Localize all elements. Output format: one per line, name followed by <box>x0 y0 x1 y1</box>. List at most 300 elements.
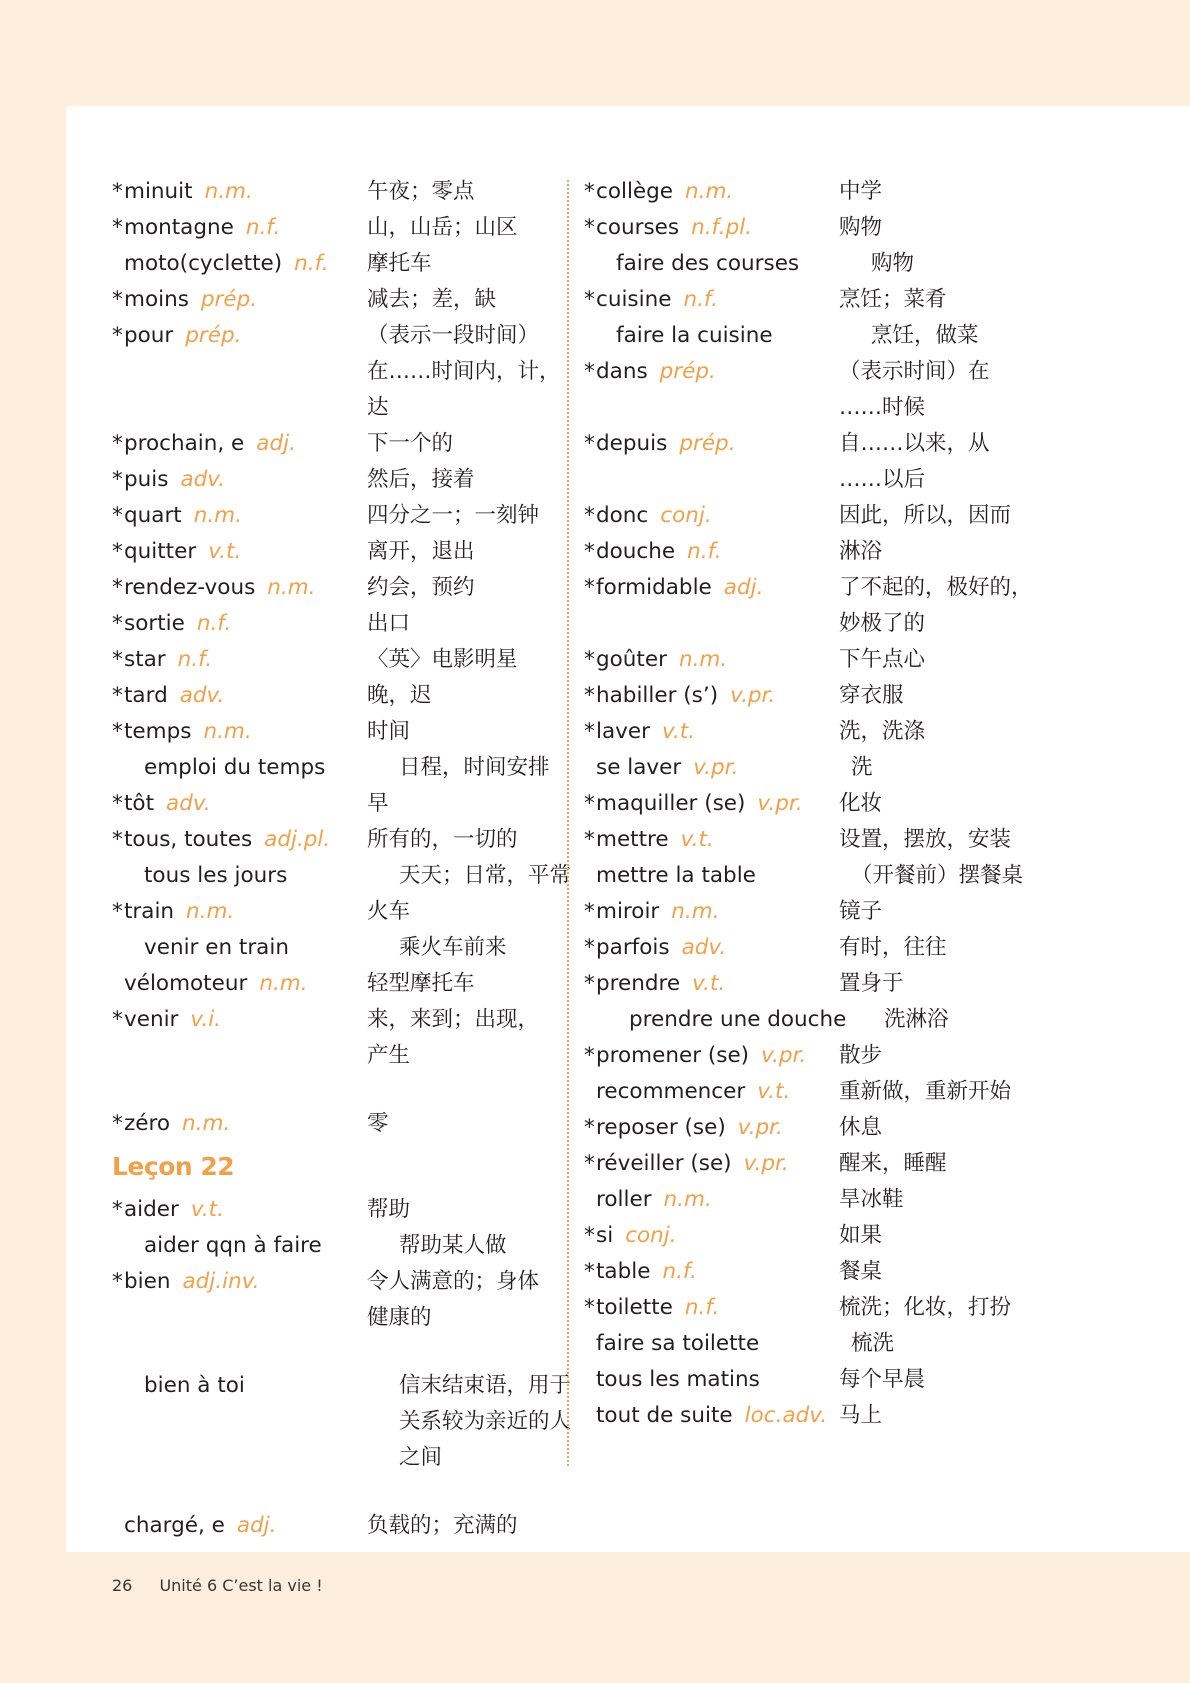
headword: minuit <box>124 179 193 204</box>
chinese-definition <box>839 354 1039 426</box>
french-term <box>584 1002 884 1038</box>
headword: parfois <box>596 935 670 960</box>
headword: tout de suite <box>596 1403 733 1428</box>
headword: venir en train <box>144 935 289 960</box>
definition-line: 关系较为亲近的人 <box>399 1409 572 1434</box>
headword: prendre une douche <box>629 1007 847 1032</box>
headword: puis <box>124 467 169 492</box>
chinese-definition <box>839 1362 1039 1398</box>
headword: goûter <box>596 647 667 672</box>
core-word-marker: * <box>112 323 123 348</box>
french-term <box>584 786 839 822</box>
definition-line: 烹饪；菜肴 <box>839 287 947 312</box>
vocab-entry <box>584 1398 1084 1434</box>
definition-line: 设置，摆放，安装 <box>839 827 1012 852</box>
part-of-speech: adj. <box>236 1513 277 1538</box>
french-term <box>584 714 839 750</box>
definition-line: 健康的 <box>367 1305 432 1330</box>
definition-line: ……以后 <box>839 467 926 492</box>
headword: réveiller (se) <box>596 1151 732 1176</box>
definition-line: 帮助某人做 <box>399 1233 507 1258</box>
headword: miroir <box>596 899 660 924</box>
part-of-speech: n.m. <box>671 899 720 924</box>
chinese-definition <box>367 210 567 246</box>
vocab-entry <box>112 678 599 714</box>
definition-line: 产生 <box>367 1043 411 1068</box>
part-of-speech: v.pr. <box>730 683 776 708</box>
chinese-definition <box>367 426 567 462</box>
chinese-definition <box>839 570 1039 642</box>
french-term <box>112 750 399 786</box>
definition-line: 烹饪，做菜 <box>871 323 979 348</box>
part-of-speech: v.t. <box>692 971 726 996</box>
chinese-definition <box>399 1368 599 1476</box>
core-word-marker: * <box>584 503 595 528</box>
headword: laver <box>596 719 650 744</box>
vocab-entry <box>112 318 599 426</box>
core-word-marker: * <box>584 719 595 744</box>
part-of-speech: v.t. <box>190 1197 224 1222</box>
core-word-marker: * <box>112 215 123 240</box>
vocab-entry <box>112 534 599 570</box>
vocab-entry <box>112 1106 599 1142</box>
chinese-definition <box>839 534 1039 570</box>
core-word-marker: * <box>584 1223 595 1248</box>
headword: aider <box>124 1197 179 1222</box>
chinese-definition <box>367 1264 567 1336</box>
chinese-definition <box>367 534 567 570</box>
chinese-definition <box>367 714 567 750</box>
core-word-marker: * <box>584 1259 595 1284</box>
headword: promener (se) <box>596 1043 750 1068</box>
core-word-marker: * <box>112 791 123 816</box>
vocab-entry <box>584 642 1084 678</box>
part-of-speech: adv. <box>681 935 727 960</box>
definition-line: 晚，迟 <box>367 683 432 708</box>
part-of-speech: n.f. <box>177 647 213 672</box>
chinese-definition <box>839 174 1039 210</box>
headword: depuis <box>596 431 668 456</box>
chinese-definition <box>839 1110 1039 1146</box>
chinese-definition <box>839 822 1039 858</box>
part-of-speech: n.m. <box>663 1187 712 1212</box>
definition-line: 约会，预约 <box>367 575 475 600</box>
vocab-entry <box>112 174 599 210</box>
core-word-marker: * <box>584 647 595 672</box>
vocab-entry <box>112 210 599 246</box>
vocab-entry <box>584 930 1084 966</box>
french-term <box>112 894 367 930</box>
chinese-definition <box>871 318 1071 354</box>
definition-line: 每个早晨 <box>839 1367 926 1392</box>
vocab-entry <box>112 282 599 318</box>
definition-line: 帮助 <box>367 1197 411 1222</box>
headword: zéro <box>124 1111 171 1136</box>
chinese-definition <box>399 750 599 786</box>
definition-line: 时间 <box>367 719 411 744</box>
headword: temps <box>124 719 192 744</box>
vocab-entry <box>584 714 1084 750</box>
french-term <box>584 426 839 462</box>
part-of-speech: v.t. <box>661 719 696 744</box>
chinese-definition <box>839 1290 1039 1326</box>
part-of-speech: n.f. <box>684 1295 720 1320</box>
part-of-speech: n.m. <box>685 179 734 204</box>
french-term <box>584 858 851 894</box>
headword: chargé, e <box>124 1513 225 1538</box>
definition-line: 梳洗；化妆，打扮 <box>839 1295 1012 1320</box>
definition-line: ……时候 <box>839 395 926 420</box>
part-of-speech: conj. <box>660 503 712 528</box>
headword: si <box>596 1223 614 1248</box>
headword: table <box>596 1259 651 1284</box>
definition-line: 摩托车 <box>367 251 432 276</box>
definition-line: 零 <box>367 1111 389 1136</box>
headword: venir <box>124 1007 179 1032</box>
french-term <box>584 930 839 966</box>
definition-line: 妙极了的 <box>839 611 926 636</box>
core-word-marker: * <box>584 899 595 924</box>
headword: star <box>124 647 166 672</box>
french-term <box>112 714 367 750</box>
vocab-entry <box>112 642 599 678</box>
definition-line: （开餐前）摆餐桌 <box>851 863 1024 888</box>
french-term <box>112 534 367 570</box>
vocab-entry <box>584 786 1084 822</box>
part-of-speech: n.m. <box>267 575 316 600</box>
french-term <box>112 498 367 534</box>
chinese-definition <box>367 786 567 822</box>
headword: vélomoteur <box>124 971 248 996</box>
vocab-entry <box>112 858 599 894</box>
column-divider <box>567 180 569 1466</box>
part-of-speech: n.m. <box>186 899 235 924</box>
french-term <box>112 1508 367 1544</box>
part-of-speech: adj. <box>256 431 296 456</box>
french-term <box>112 174 367 210</box>
vocab-entry <box>112 606 599 642</box>
french-term <box>584 318 871 354</box>
core-word-marker: * <box>112 611 123 636</box>
french-term <box>112 462 367 498</box>
definition-line: 散步 <box>839 1043 883 1068</box>
vocab-entry <box>112 930 599 966</box>
headword: dans <box>596 359 648 384</box>
core-word-marker: * <box>584 971 595 996</box>
core-word-marker: * <box>584 179 595 204</box>
chinese-definition <box>851 858 1051 894</box>
chinese-definition <box>367 1002 567 1074</box>
french-term <box>584 1254 839 1290</box>
headword: collège <box>596 179 674 204</box>
lesson-heading: Leçon 22 <box>112 1152 235 1181</box>
french-term <box>112 966 367 1002</box>
vocabulary-column-right <box>584 174 1084 1434</box>
part-of-speech: v.i. <box>190 1007 222 1032</box>
french-term <box>584 1182 839 1218</box>
vocab-entry <box>584 894 1084 930</box>
headword: bien à toi <box>144 1373 245 1398</box>
vocab-entry <box>584 858 1084 894</box>
french-term <box>112 678 367 714</box>
definition-line: 然后，接着 <box>367 467 475 492</box>
definition-line: 午夜；零点 <box>367 179 475 204</box>
core-word-marker: * <box>112 503 123 528</box>
definition-line: 淋浴 <box>839 539 883 564</box>
chinese-definition <box>839 786 1039 822</box>
part-of-speech: adv. <box>166 791 211 816</box>
definition-line: 下一个的 <box>367 431 454 456</box>
vocab-entry <box>584 1074 1084 1110</box>
french-term <box>584 498 839 534</box>
chinese-definition <box>367 894 567 930</box>
definition-line: 因此，所以，因而 <box>839 503 1012 528</box>
part-of-speech: n.m. <box>203 719 252 744</box>
vocab-entry <box>584 282 1084 318</box>
french-term <box>112 570 367 606</box>
part-of-speech: adv. <box>180 467 226 492</box>
core-word-marker: * <box>112 1269 123 1294</box>
definition-line: 镜子 <box>839 899 883 924</box>
headword: aider qqn à faire <box>144 1233 322 1258</box>
vocab-entry <box>112 462 599 498</box>
definition-line: 来，来到；出现， <box>367 1007 540 1032</box>
chinese-definition <box>367 282 567 318</box>
french-term <box>112 1002 367 1038</box>
chinese-definition <box>851 750 1051 786</box>
core-word-marker: * <box>584 359 595 384</box>
chinese-definition <box>399 858 599 894</box>
vocab-entry <box>112 246 599 282</box>
french-term <box>584 1038 839 1074</box>
french-term <box>112 426 367 462</box>
part-of-speech: prép. <box>200 287 258 312</box>
core-word-marker: * <box>112 1111 123 1136</box>
core-word-marker: * <box>584 215 595 240</box>
definition-line: 四分之一；一刻钟 <box>367 503 540 528</box>
chinese-definition <box>367 822 567 858</box>
core-word-marker: * <box>112 287 123 312</box>
vocab-entry <box>112 714 599 750</box>
headword: tard <box>124 683 168 708</box>
core-word-marker: * <box>584 431 595 456</box>
chinese-definition <box>839 1254 1039 1290</box>
definition-line: 达 <box>367 395 389 420</box>
vocab-entry <box>584 534 1084 570</box>
vocab-entry <box>584 246 1084 282</box>
definition-line: 了不起的，极好的， <box>839 575 1033 600</box>
headword: donc <box>596 503 649 528</box>
french-term <box>584 966 839 1002</box>
french-term <box>584 1074 839 1110</box>
headword: cuisine <box>596 287 672 312</box>
part-of-speech: n.f. <box>662 1259 697 1284</box>
part-of-speech: prép. <box>679 431 736 456</box>
headword: bien <box>124 1269 171 1294</box>
entry-spacer <box>112 1074 599 1106</box>
part-of-speech: n.m. <box>678 647 728 672</box>
chinese-definition <box>839 1074 1039 1110</box>
chinese-definition <box>367 462 567 498</box>
definition-line: 如果 <box>839 1223 883 1248</box>
french-term <box>584 1218 839 1254</box>
headword: mettre la table <box>596 863 756 888</box>
definition-line: 洗淋浴 <box>884 1007 949 1032</box>
vocab-entry <box>584 210 1084 246</box>
definition-line: 醒来，睡醒 <box>839 1151 947 1176</box>
definition-line: 下午点心 <box>839 647 926 672</box>
core-word-marker: * <box>112 899 123 924</box>
definition-line: 重新做，重新开始 <box>839 1079 1012 1104</box>
definition-line: 所有的，一切的 <box>367 827 518 852</box>
part-of-speech: n.f. <box>245 215 281 240</box>
vocab-entry <box>112 1192 599 1228</box>
part-of-speech: prép. <box>659 359 716 384</box>
vocab-entry <box>584 498 1084 534</box>
vocab-entry <box>584 1254 1084 1290</box>
headword: moto(cyclette) <box>124 251 283 276</box>
core-word-marker: * <box>584 935 595 960</box>
vocab-entry <box>112 1228 599 1264</box>
headword: prendre <box>596 971 681 996</box>
vocab-entry <box>584 1110 1084 1146</box>
definition-line: 火车 <box>367 899 411 924</box>
definition-line: （表示一段时间） <box>367 323 540 348</box>
vocab-entry <box>584 1038 1084 1074</box>
core-word-marker: * <box>584 1151 595 1176</box>
headword: train <box>124 899 175 924</box>
chinese-definition <box>839 1182 1039 1218</box>
part-of-speech: adv. <box>179 683 225 708</box>
vocab-entry <box>584 1290 1084 1326</box>
chinese-definition <box>839 1398 1039 1434</box>
vocab-entry <box>112 894 599 930</box>
vocab-entry <box>112 786 599 822</box>
vocab-entry <box>584 1326 1084 1362</box>
definition-line: 购物 <box>839 215 883 240</box>
part-of-speech: v.pr. <box>761 1043 807 1068</box>
definition-line: 令人满意的；身体 <box>367 1269 540 1294</box>
french-term <box>584 174 839 210</box>
core-word-marker: * <box>584 287 595 312</box>
core-word-marker: * <box>584 1295 595 1320</box>
headword: courses <box>596 215 680 240</box>
core-word-marker: * <box>584 539 595 564</box>
french-term <box>584 1290 839 1326</box>
french-term <box>112 210 367 246</box>
french-term <box>584 822 839 858</box>
vocab-entry <box>584 822 1084 858</box>
french-term <box>112 1264 367 1300</box>
part-of-speech: prép. <box>185 323 242 348</box>
part-of-speech: n.f. <box>683 287 718 312</box>
part-of-speech: n.f. <box>294 251 329 276</box>
headword: tous, toutes <box>124 827 253 852</box>
part-of-speech: v.pr. <box>743 1151 789 1176</box>
vocab-entry <box>584 966 1084 1002</box>
chinese-definition <box>839 894 1039 930</box>
chinese-definition <box>367 570 567 606</box>
definition-line: 轻型摩托车 <box>367 971 475 996</box>
core-word-marker: * <box>112 179 123 204</box>
chinese-definition <box>839 642 1039 678</box>
vocab-entry <box>112 966 599 1002</box>
french-term <box>584 750 851 786</box>
headword: sortie <box>124 611 185 636</box>
chinese-definition <box>367 1508 567 1544</box>
chinese-definition <box>367 1106 567 1142</box>
french-term <box>112 822 367 858</box>
chinese-definition <box>871 246 1071 282</box>
headword: quitter <box>124 539 197 564</box>
headword: prochain, e <box>124 431 245 456</box>
core-word-marker: * <box>584 827 595 852</box>
core-word-marker: * <box>112 575 123 600</box>
definition-line: 化妆 <box>839 791 883 816</box>
part-of-speech: v.t. <box>208 539 242 564</box>
french-term <box>112 246 367 282</box>
headword: tôt <box>124 791 155 816</box>
definition-line: 餐桌 <box>839 1259 883 1284</box>
chinese-definition <box>367 678 567 714</box>
definition-line: 休息 <box>839 1115 883 1140</box>
headword: recommencer <box>596 1079 746 1104</box>
vocab-entry <box>112 822 599 858</box>
unit-title: Unité 6 C’est la vie ! <box>159 1576 323 1595</box>
definition-line: 〈英〉电影明星 <box>367 647 518 672</box>
definition-line: 在……时间内，计， <box>367 359 561 384</box>
vocab-entry <box>112 570 599 606</box>
definition-line: 负载的；充满的 <box>367 1513 518 1538</box>
vocab-entry <box>584 1146 1084 1182</box>
vocab-entry <box>112 1002 599 1074</box>
vocab-entry <box>584 1362 1084 1398</box>
chinese-definition <box>839 1146 1039 1182</box>
french-term <box>584 1362 839 1398</box>
part-of-speech: adj.inv. <box>182 1269 260 1294</box>
core-word-marker: * <box>112 719 123 744</box>
headword: formidable <box>596 575 712 600</box>
chinese-definition <box>839 1038 1039 1074</box>
definition-line: 乘火车前来 <box>399 935 507 960</box>
vocab-entry <box>584 426 1084 498</box>
definition-line: 旱冰鞋 <box>839 1187 904 1212</box>
part-of-speech: n.m. <box>182 1111 231 1136</box>
part-of-speech: adj.pl. <box>264 827 331 852</box>
headword: douche <box>596 539 676 564</box>
vocabulary-column-left <box>112 174 599 1544</box>
headword: faire la cuisine <box>616 323 773 348</box>
core-word-marker: * <box>112 539 123 564</box>
chinese-definition <box>367 246 567 282</box>
definition-line: 山，山岳；山区 <box>367 215 518 240</box>
core-word-marker: * <box>112 683 123 708</box>
definition-line: 购物 <box>871 251 915 276</box>
chinese-definition <box>839 282 1039 318</box>
headword: faire des courses <box>616 251 800 276</box>
french-term <box>112 1106 367 1142</box>
vocab-entry <box>584 174 1084 210</box>
vocab-entry <box>584 570 1084 642</box>
definition-line: 自……以来，从 <box>839 431 990 456</box>
chinese-definition <box>367 1192 567 1228</box>
french-term <box>112 282 367 318</box>
headword: montagne <box>124 215 234 240</box>
part-of-speech: v.t. <box>757 1079 791 1104</box>
french-term <box>584 1110 839 1146</box>
part-of-speech: loc.adv. <box>744 1403 828 1428</box>
definition-line: 出口 <box>367 611 411 636</box>
